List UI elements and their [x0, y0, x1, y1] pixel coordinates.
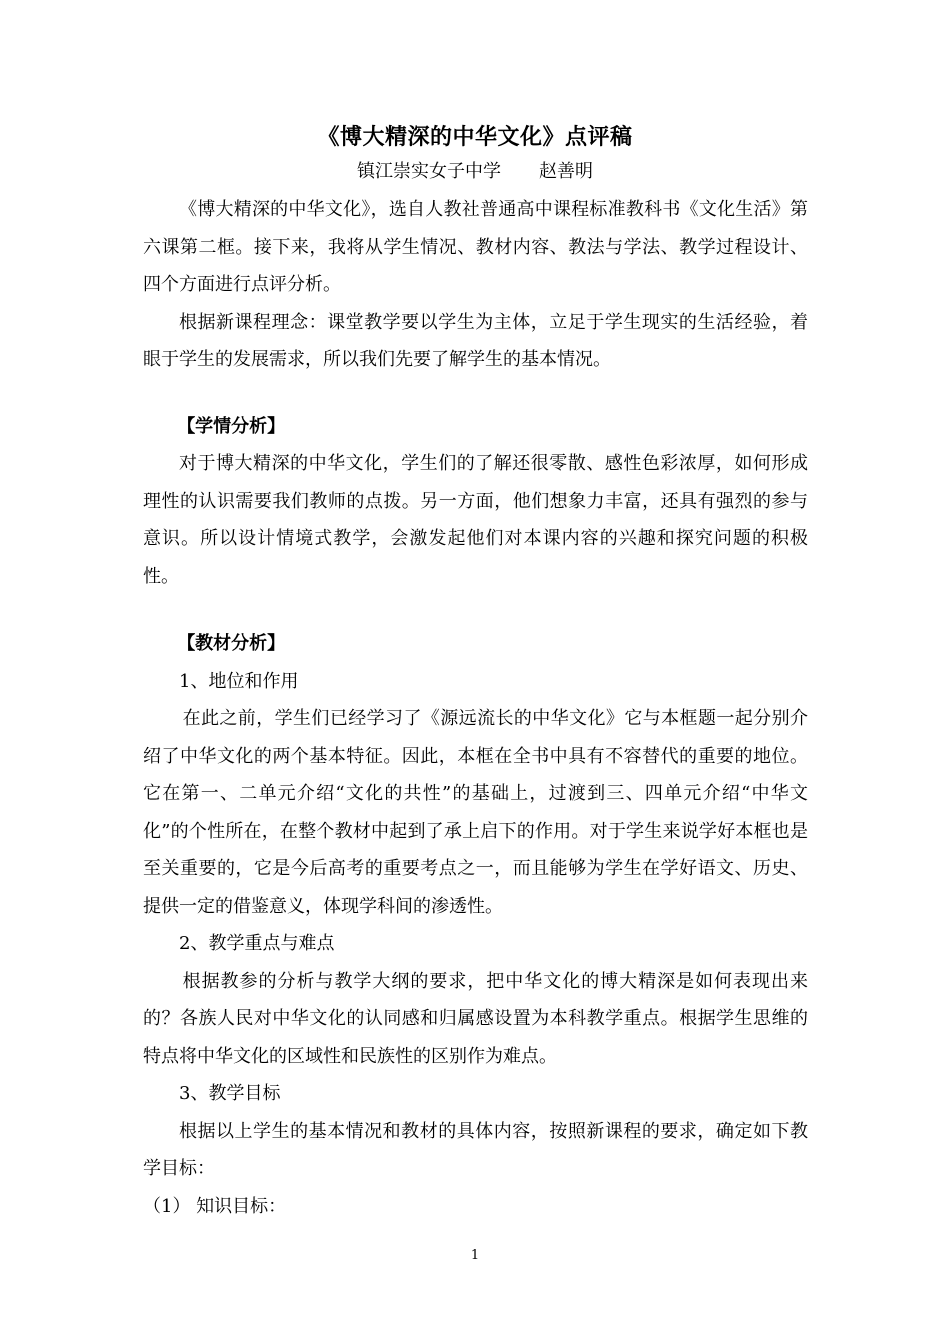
section-heading-student-analysis: 【学情分析】	[177, 415, 286, 437]
document-title: 《博大精深的中华文化》点评稿	[317, 124, 633, 150]
intro-paragraph: 《博大精深的中华文化》，选自人教社普通高中课程标准教科书《文化生活》第六课第二框。接下来，我将从学生情况、教材内容、教法与学法、教学过程设计、四个方面进行点评分析。	[143, 199, 808, 295]
intro-paragraph: 根据新课程理念：课堂教学要以学生为主体，立足于学生现实的生活经验，着眼于学生的发展需求，所以我们先要了解学生的基本情况。	[143, 311, 808, 370]
material-analysis-paragraph: 根据以上学生的基本情况和教材的具体内容，按照新课程的要求，确定如下教学目标：	[143, 1120, 808, 1179]
section-heading-material-analysis: 【教材分析】	[177, 633, 286, 654]
list-item: （1） 知识目标：	[143, 1195, 287, 1217]
subsection-title: 3、教学目标	[179, 1083, 281, 1104]
material-analysis-paragraph: 在此之前，学生们已经学习了《源远流长的中华文化》它与本框题一起分别介绍了中华文化的两个基本特征。因此，本框在全书中具有不容替代的重要的地位。它在第一、二单元介绍“文化的共性”的基础上，过渡到三、四单元介绍“中华文化”的个性所在，在整个教材中起到了承上启下的作用。对于学生来说学好本框也是至关重要的，它是今后高考的重要考点之一，而且能够为学生在学好语文、历史、提供一定的借鉴意义，体现学科间的渗透性。	[143, 708, 808, 917]
school-name: 镇江崇实女子中学	[357, 161, 501, 182]
subsection-title: 2、教学重点与难点	[179, 933, 335, 954]
subsection-title: 1、地位和作用	[179, 670, 299, 692]
byline	[0, 158, 950, 186]
author-name: 赵善明	[539, 161, 593, 182]
page-number: 1	[470, 1248, 480, 1263]
document-body	[143, 191, 808, 1225]
material-analysis-paragraph: 根据教参的分析与教学大纲的要求，把中华文化的博大精深是如何表现出来的？各族人民对中华文化的认同感和归属感设置为本科教学重点。根据学生思维的特点将中华文化的区域性和民族性的区别作为难点。	[143, 970, 808, 1067]
student-analysis-paragraph: 对于博大精深的中华文化，学生们的了解还很零散、感性色彩浓厚，如何形成理性的认识需要我们教师的点拨。另一方面，他们想象力丰富，还具有强烈的参与意识。所以设计情境式教学，会激发起他们对本课内容的兴趣和探究问题的积极性。	[143, 453, 808, 587]
